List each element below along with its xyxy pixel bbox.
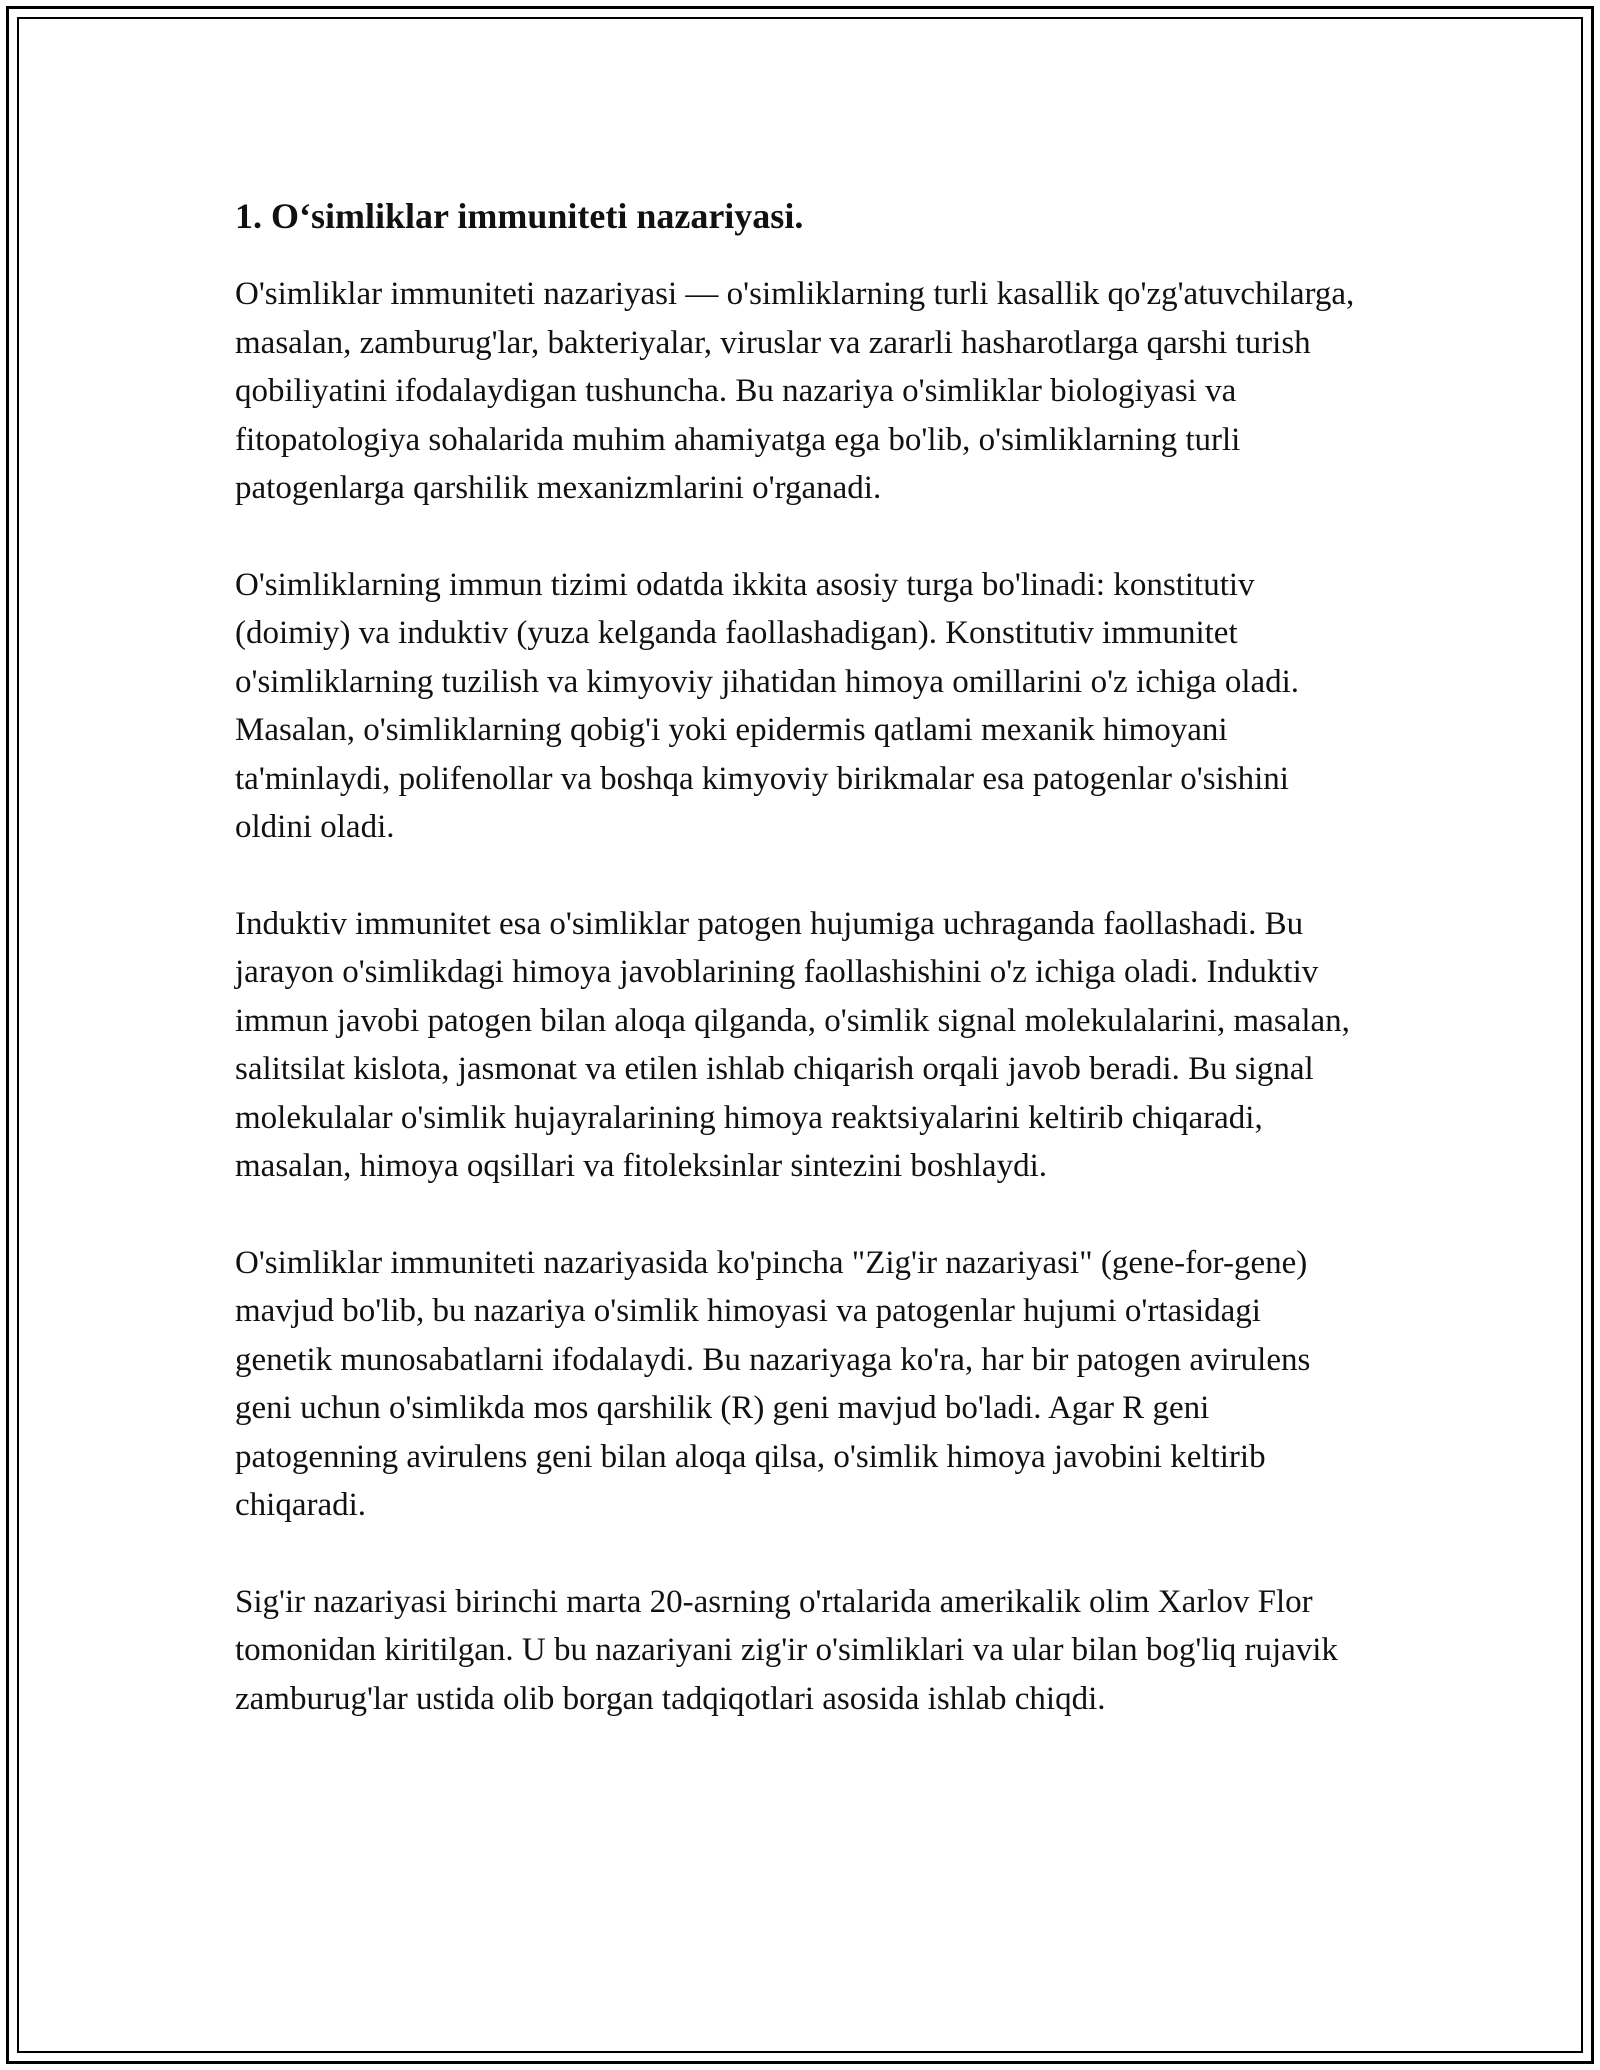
paragraph-immune-system-types: O'simliklarning immun tizimi odatda ikkita asosiy turga bo'linadi: konstitutiv (doimiy) va induktiv (yuza kelganda faollashadigan). Konstitutiv immunitet o'simliklarning tuzilish va kimyoviy jihatidan himoya omillarini o'z ichiga oladi. Masalan, o'simliklarning qobig'i yoki epidermis qatlami mexanik himoyani ta'minlaydi, polifenollar va boshqa kimyoviy birikmalar esa patogenlar o'sishini oldini oladi. — [235, 566, 1300, 845]
paragraph-flor-history: Sig'ir nazariyasi birinchi marta 20-asrning o'rtalarida amerikalik olim Xarlov Flor tomonidan kiritilgan. U bu nazariyani zig'ir o'simliklari va ular bilan bog'liq rujavik zamburug'lar ustida olib borgan tadqiqotlari asosida ishlab chiqdi. — [235, 1583, 1338, 1717]
section-heading: 1. O‘simliklar immuniteti nazariyasi. — [235, 196, 804, 236]
paragraph-intro: O'simliklar immuniteti nazariyasi — o'simliklarning turli kasallik qo'zg'atuvchilarga, masalan, zamburug'lar, bakteriyalar, viruslar va zararli hasharotlarga qarshi turish qobiliyatini ifodalaydigan tushuncha. Bu nazariya o'simliklar biologiyasi va fitopatologiya sohalarida muhim ahamiyatga ega bo'lib, o'simliklarning turli patogenlarga qarshilik mexanizmlarini o'rganadi. — [235, 276, 1355, 506]
document-body — [235, 190, 1365, 1771]
paragraph-induced-immunity: Induktiv immunitet esa o'simliklar patogen hujumiga uchraganda faollashadi. Bu jarayon o'simlikdagi himoya javoblarining faollashishini o'z ichiga oladi. Induktiv immun javobi patogen bilan aloqa qilganda, o'simlik signal molekulalarini, masalan, salitsilat kislota, jasmonat va etilen ishlab chiqarish orqali javob beradi. Bu signal molekulalar o'simlik hujayralarining himoya reaktsiyalarini keltirib chiqaradi, masalan, himoya oqsillari va fitoleksinlar sintezini boshlaydi. — [235, 905, 1350, 1184]
paragraph-gene-for-gene: O'simliklar immuniteti nazariyasida ko'pincha "Zig'ir nazariyasi" (gene-for-gene) mavjud bo'lib, bu nazariya o'simlik himoyasi va patogenlar hujumi o'rtasidagi genetik munosabatlarni ifodalaydi. Bu nazariyaga ko'ra, har bir patogen avirulens geni uchun o'simlikda mos qarshilik (R) geni mavjud bo'ladi. Agar R geni patogenning avirulens geni bilan aloqa qilsa, o'simlik himoya javobini keltirib chiqaradi. — [235, 1244, 1311, 1523]
